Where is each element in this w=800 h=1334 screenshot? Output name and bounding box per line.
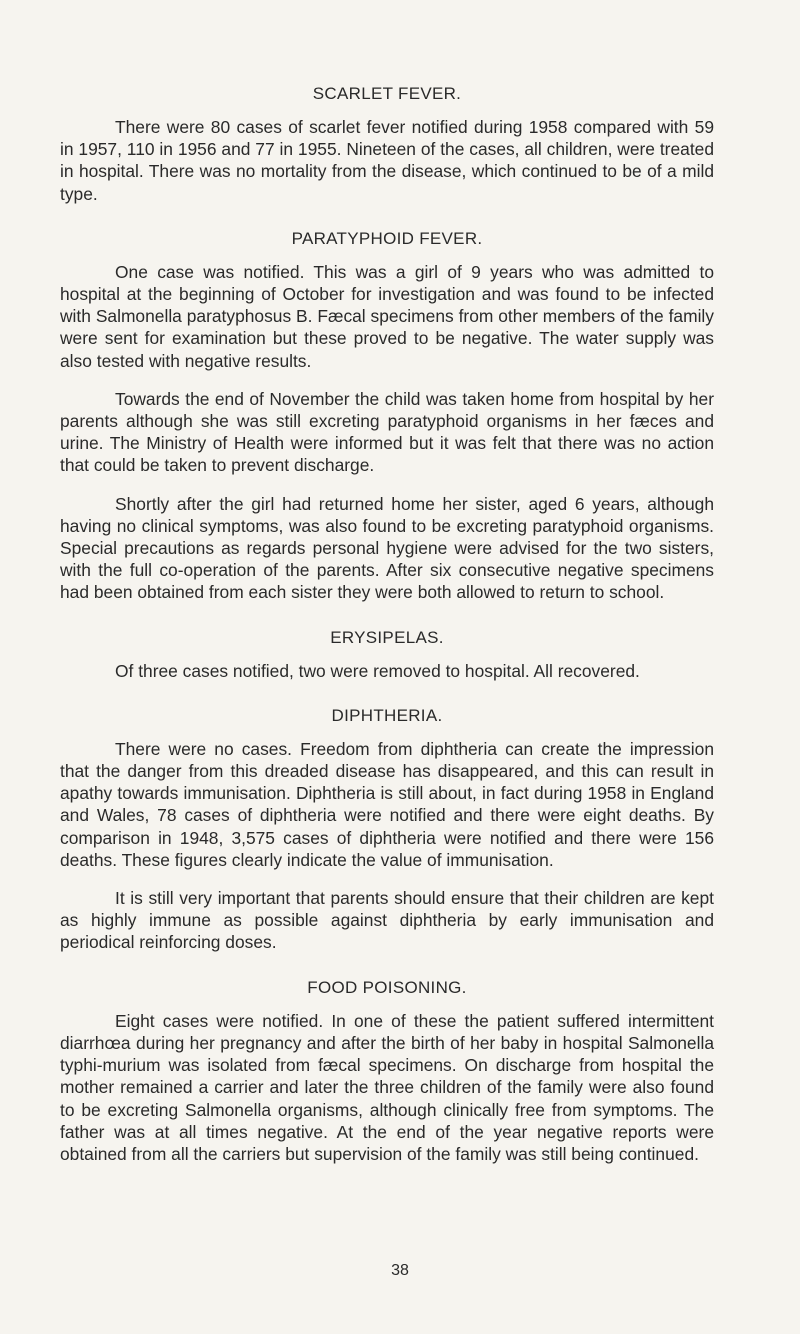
paragraph: Towards the end of November the child was taken home from hospital by her parents although she was still excreting paratyphoid organisms in her fæces and urine. The Ministry of Health were informed but it was felt that there was no action that could be taken to prevent discharge. xyxy=(60,388,714,476)
section-scarlet-fever xyxy=(60,84,714,205)
paragraph: Shortly after the girl had returned home her sister, aged 6 years, although having no clinical symptoms, was also found to be excreting paratyphoid organisms. Special precautions as regards personal hygiene were advised for the two sisters, with the full co-operation of the parents. After six consecutive negative specimens had been obtained from each sister they were both allowed to return to school. xyxy=(60,493,714,603)
paragraph: It is still very important that parents should ensure that their children are kept as highly immune as possible against diphtheria by early immunisation and periodical reinforcing doses. xyxy=(60,888,714,953)
section-heading: DIPHTHERIA. xyxy=(331,705,443,725)
section-heading: ERYSIPELAS. xyxy=(330,627,444,647)
section-heading: SCARLET FEVER. xyxy=(312,84,462,103)
paragraph: Of three cases notified, two were removed to hospital. All recovered. xyxy=(115,660,640,681)
section-heading: FOOD POISONING. xyxy=(307,977,467,997)
page-number: 38 xyxy=(391,1262,409,1279)
section-food-poisoning xyxy=(60,978,714,1165)
section-heading: PARATYPHOID FEVER. xyxy=(291,228,483,248)
paragraph: There were 80 cases of scarlet fever notified during 1958 compared with 59 in 1957, 110 in 1956 and 77 in 1955. Nineteen of the cases, all children, were treated in hospital. There was no mortality from the disease, which continued to be of a mild type. xyxy=(60,117,714,204)
section-erysipelas xyxy=(60,628,714,682)
paragraph: One case was notified. This was a girl of 9 years who was admitted to hospital at the beginning of October for investigation and was found to be infected with Salmonella paratyphosus B. Fæcal specimens from other members of the family were sent for examination but these proved to be negative. The water supply was also tested with negative results. xyxy=(60,261,714,371)
section-paratyphoid-fever xyxy=(60,229,714,604)
paragraph: Eight cases were notified. In one of these the patient suffered intermittent diarrhœa during her pregnancy and after the birth of her baby in hospital Salmonella typhi-murium was isolated from fæcal specimens. On discharge from hospital the mother remained a carrier and later the three children of the family were also found to be excreting Salmonella organisms, although clinically free from symptoms. The father was at all times negative. At the end of the year negative reports were obtained from all the carriers but supervision of the family was still being continued. xyxy=(60,1010,714,1164)
section-diphtheria xyxy=(60,706,714,954)
paragraph: There were no cases. Freedom from diphtheria can create the impression that the danger from this dreaded disease has disappeared, and this can result in apathy towards immunisation. Diphtheria is still about, in fact during 1958 in England and Wales, 78 cases of diphtheria were notified and there were eight deaths. By comparison in 1948, 3,575 cases of diphtheria were notified and there were 156 deaths. These figures clearly indicate the value of immunisation. xyxy=(60,738,714,870)
